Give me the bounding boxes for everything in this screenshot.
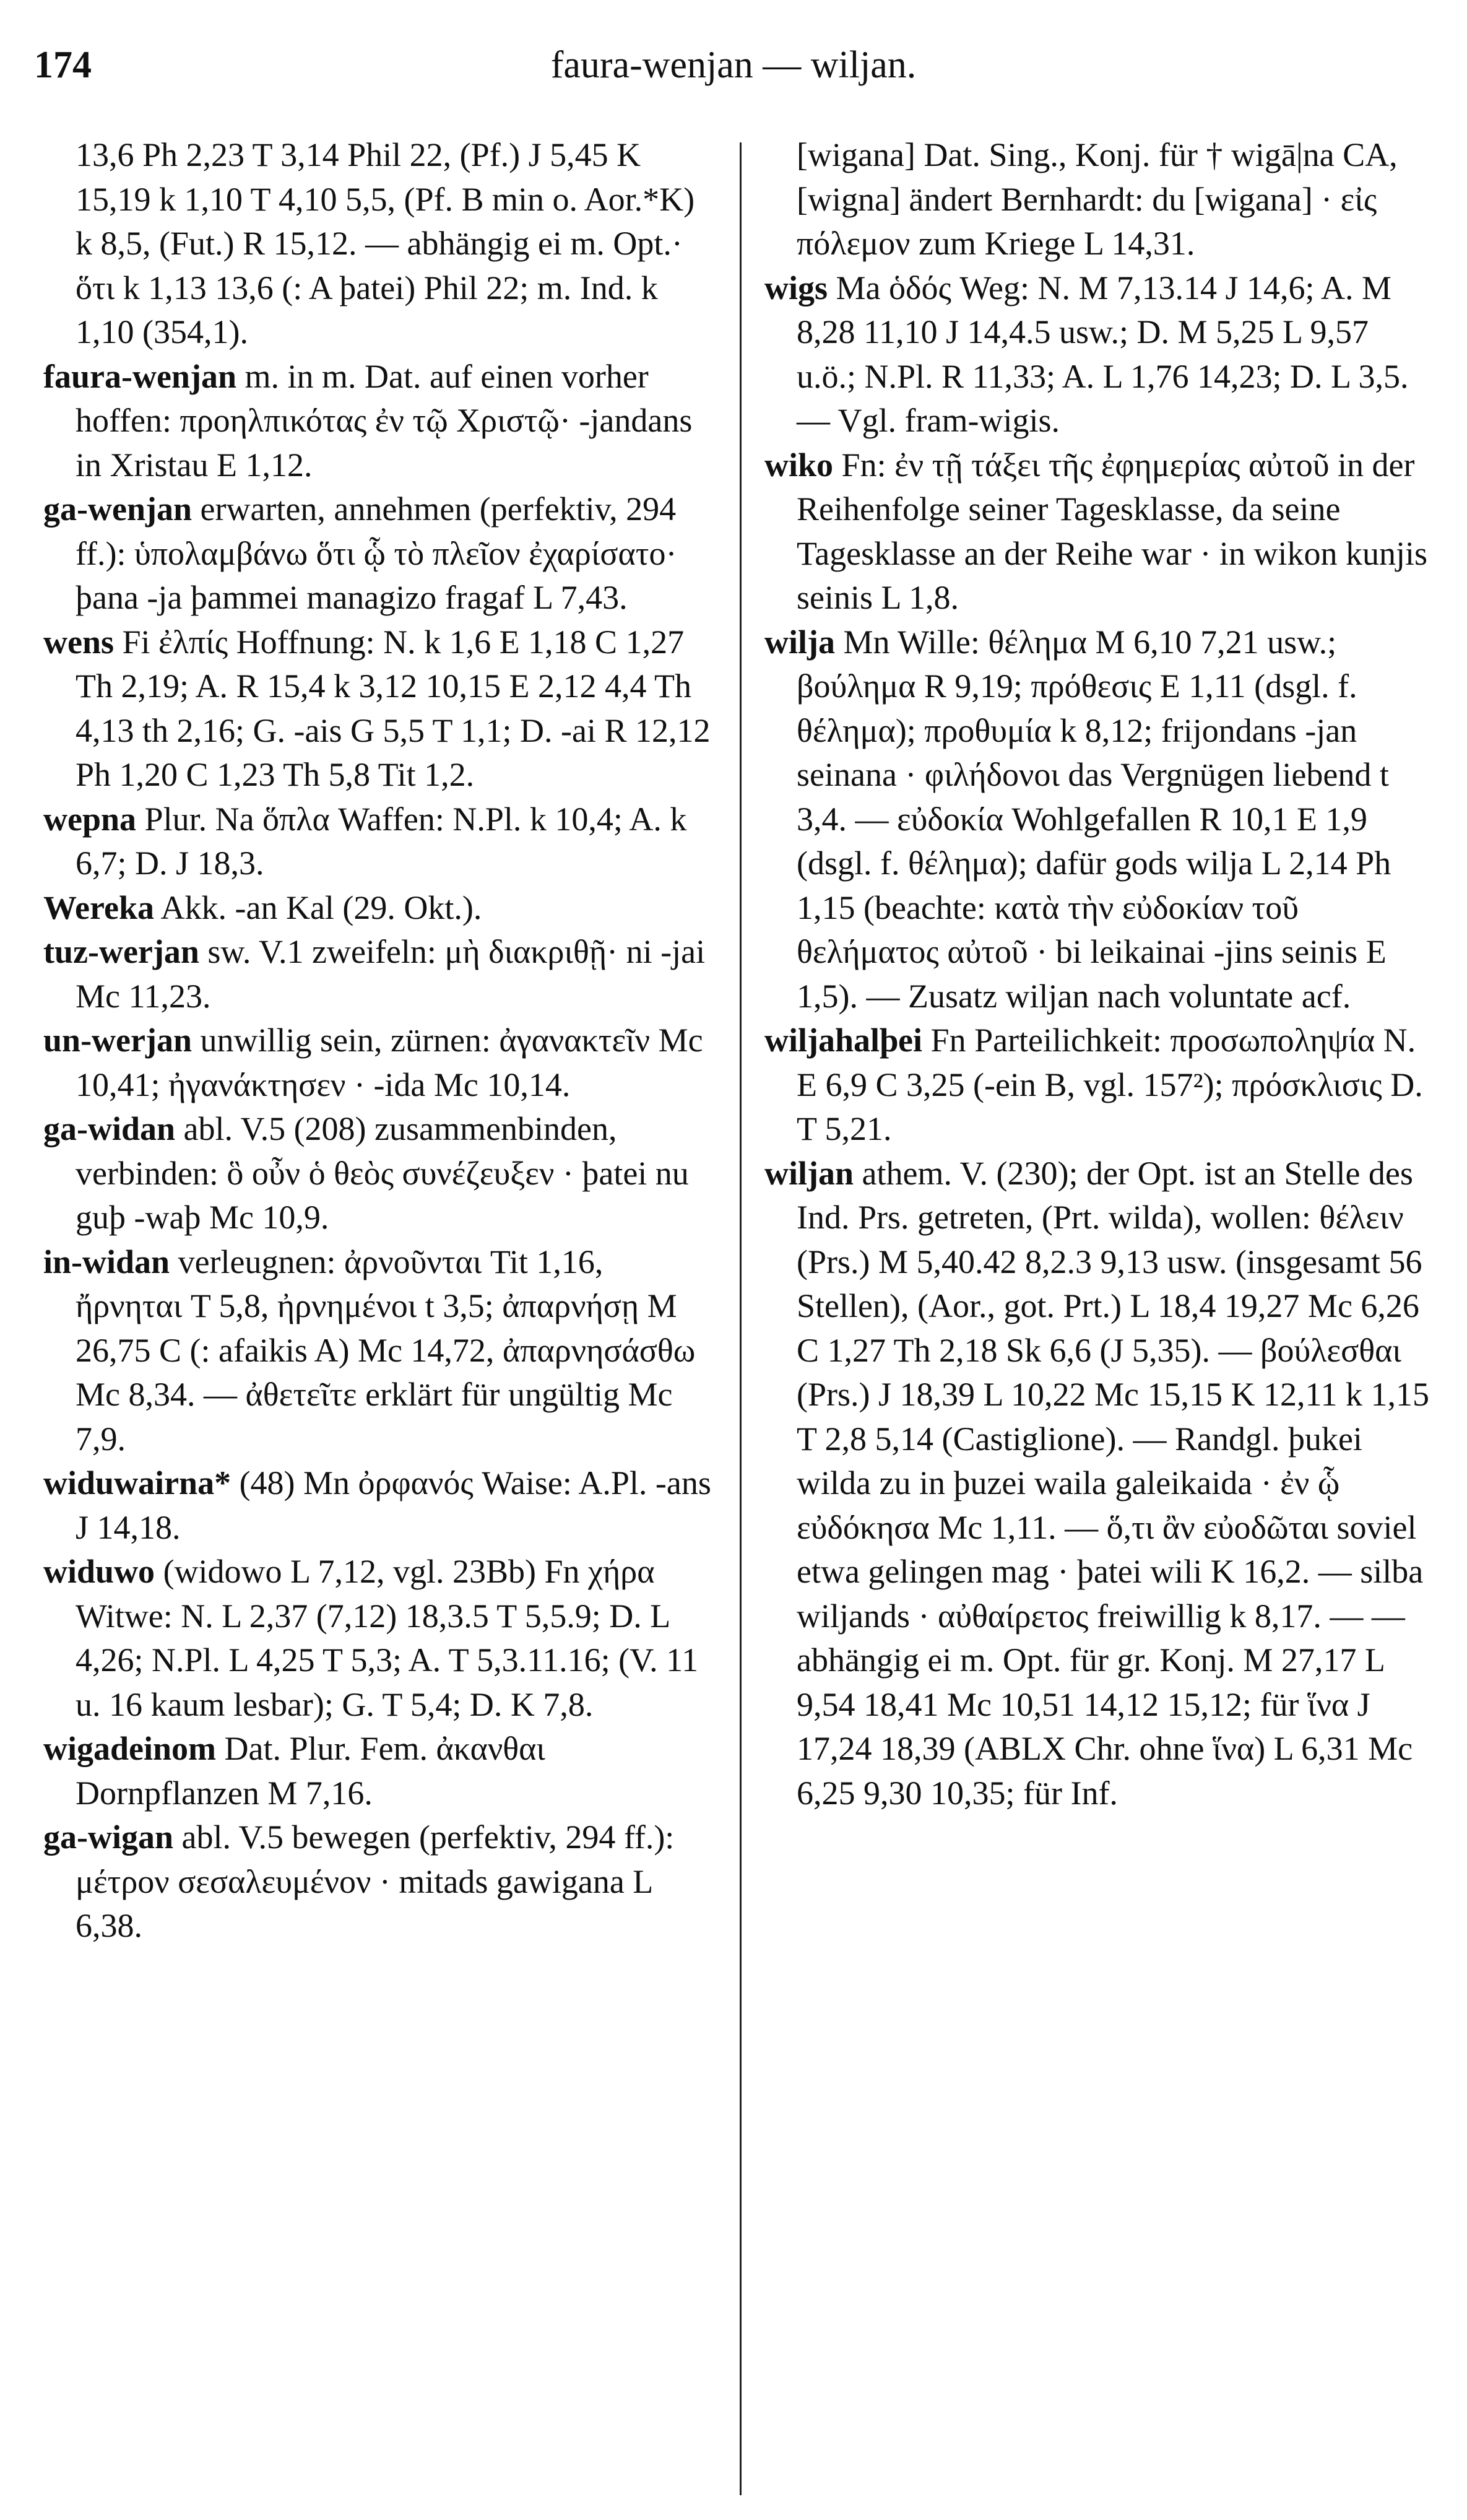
entry [43, 1727, 712, 1815]
entry [764, 1019, 1433, 1152]
headword: ga-widan [43, 1110, 176, 1147]
entry-text: Plur. Na ὅπλα Waffen: N.Pl. k 10,4; A. k 6,7; D. J 18,3. [76, 800, 687, 882]
left-column [43, 133, 712, 2511]
headword: wiljahalþei [764, 1022, 923, 1059]
entry-text: abl. V.5 (208) zusammenbinden, verbinden: ὃ οὖν ὁ θεὸς συνέζευξεν · þatei nu guþ -waþ Mc 10,9. [76, 1110, 689, 1236]
headword: Wereka [43, 889, 154, 926]
entry-text: Ma ὁδός Weg: N. M 7,13.14 J 14,6; A. M 8,28 11,10 J 14,4.5 usw.; D. M 5,25 L 9,57 u.ö.; N.Pl. R 11,33; A. L 1,76 14,23; D. L 3,5. — Vgl. fram-wigis. [797, 269, 1409, 439]
right-column [764, 133, 1433, 2511]
entry-text: unwillig sein, zürnen: ἀγανακτεῖν Mc 10,41; ἠγανάκτησεν · -ida Mc 10,14. [76, 1022, 703, 1103]
headword: wepna [43, 800, 137, 838]
entry-text: m. in m. Dat. auf einen vorher hoffen: προηλπικότας ἐν τῷ Χριστῷ· -jandans in Xristau E 1,12. [76, 357, 693, 484]
entry-continuation [76, 133, 712, 355]
headword: in-widan [43, 1243, 170, 1280]
headword: ga-wigan [43, 1818, 174, 1856]
entry-text: sw. V.1 zweifeln: μὴ διακριθῇ· ni -jai Mc 11,23. [76, 933, 706, 1015]
entry [43, 1240, 712, 1462]
page-header [0, 43, 1467, 93]
entry [764, 266, 1433, 443]
page-number: 174 [34, 44, 92, 86]
entry-text: athem. V. (230); der Opt. ist an Stelle des Ind. Prs. getreten, (Prt. wilda), wollen: θέλειν (Prs.) M 5,40.42 8,2.3 9,13 usw. (insgesamt 56 Stellen), (Aor., got. Prt.) L 18,4 19,27 Mc 6,26 C 1,27 Th 2,18 Sk 6,6 (J 5,35). — βούλεσθαι (Prs.) J 18,39 L 10,22 Mc 15,15 K 12,11 k 1,15 T 2,8 5,14 (Castiglione). — Randgl. þukei wilda zu in þuzei waila galeikaida · ἐν ᾧ εὐδόκησα Mc 1,11. — ὅ,τι ἂν εὐοδῶται soviel etwa gelingen mag · þatei wili K 16,2. — silba wiljands · αὐθαίρετος freiwillig k 8,17. — — abhängig ei m. Opt. für gr. Konj. M 27,17 L 9,54 18,41 Mc 10,51 14,12 15,12; für ἵνα J 17,24 18,39 (ABLX Chr. ohne ἵνα) L 6,31 Mc 6,25 9,30 10,35; für Inf. [797, 1154, 1429, 1812]
headword: wiko [764, 446, 834, 484]
entry-text: [wigana] Dat. Sing., Konj. für † wigā|na CA, [wigna] ändert Bernhardt: du [wigana] · εἰς πόλεμον zum Kriege L 14,31. [797, 136, 1398, 262]
headword: wiljan [764, 1154, 854, 1192]
entry-text: Dat. Plur. Fem. ἀκανθαι Dornpflanzen M 7,16. [76, 1730, 545, 1812]
headword: widuwairna* [43, 1464, 232, 1501]
entry-text: Fn: ἐν τῇ τάξει τῆς ἐφημερίας αὐτοῦ in der Reihenfolge seiner Tagesklasse, da seine Tagesklasse an der Reihe war · in wikon kunjis seinis L 1,8. [797, 446, 1427, 616]
entry-text: (widowo L 7,12, vgl. 23Bb) Fn χήρα Witwe: N. L 2,37 (7,12) 18,3.5 T 5,5.9; D. L 4,26; N.Pl. L 4,25 T 5,3; A. T 5,3.11.16; (V. 11 u. 16 kaum lesbar); G. T 5,4; D. K 7,8. [76, 1553, 699, 1723]
headword: wigadeinom [43, 1730, 217, 1767]
entry [43, 620, 712, 797]
entry [764, 443, 1433, 620]
entry [764, 1152, 1433, 1816]
entry-continuation [797, 133, 1433, 266]
headword: tuz-werjan [43, 933, 199, 970]
entry-text: (48) Mn ὀρφανός Waise: A.Pl. -ans J 14,18. [76, 1464, 711, 1546]
entry-text: 13,6 Ph 2,23 T 3,14 Phil 22, (Pf.) J 5,45 K 15,19 k 1,10 T 4,10 5,5, (Pf. B min o. Aor.*K) k 8,5, (Fut.) R 15,12. — abhängig ei m. Opt.· ὅτι k 1,13 13,6 (: A þatei) Phil 22; m. Ind. k 1,10 (354,1). [76, 136, 695, 350]
headword: faura-wenjan [43, 357, 236, 395]
entry-text: Akk. -an Kal (29. Okt.). [160, 889, 482, 926]
running-head: faura-wenjan — wiljan. [550, 44, 917, 86]
column-divider [740, 142, 742, 2495]
entry [43, 1550, 712, 1727]
entry [43, 886, 712, 931]
entry-text: Mn Wille: θέλημα M 6,10 7,21 usw.; βούλημα R 9,19; πρόθεσις E 1,11 (dsgl. f. θέλημα); προθυμία k 8,12; frijondans -jan seinana · φιλήδονοι das Vergnügen liebend t 3,4. — εὐδοκία Wohlgefallen R 10,1 E 1,9 (dsgl. f. θέλημα); dafür gods wilja L 2,14 Ph 1,15 (beachte: κατὰ τὴν εὐδοκίαν τοῦ θελήματος αὐτοῦ · bi leikainai -jins seinis E 1,5). — Zusatz wiljan nach voluntate acf. [797, 623, 1391, 1015]
entry-text: erwarten, annehmen (perfektiv, 294 ff.): ὑπολαμβάνω ὅτι ᾧ τὸ πλεῖον ἐχαρίσατο· þana -ja þammei managizo fragaf L 7,43. [76, 490, 677, 616]
headword: wens [43, 623, 115, 661]
entry-text: Fn Parteilichkeit: προσωποληψία N. E 6,9 C 3,25 (-ein B, vgl. 157²); πρόσκλισις D. T 5,21. [797, 1022, 1423, 1147]
entry [764, 620, 1433, 1019]
entry [43, 1019, 712, 1107]
headword: widuwo [43, 1553, 155, 1590]
headword: wigs [764, 269, 828, 306]
headword: ga-wenjan [43, 490, 192, 528]
entry [43, 1815, 712, 1949]
entry [43, 487, 712, 620]
entry [43, 930, 712, 1019]
entry [43, 355, 712, 488]
entry-text: abl. V.5 bewegen (perfektiv, 294 ff.): μέτρον σεσαλευμένον · mitads gawigana L 6,38. [76, 1818, 675, 1944]
entry-text: Fi ἐλπίς Hoffnung: N. k 1,6 E 1,18 C 1,27 Th 2,19; A. R 15,4 k 3,12 10,15 E 2,12 4,4 Th 4,13 th 2,16; G. -ais G 5,5 T 1,1; D. -ai R 12,12 Ph 1,20 C 1,23 Th 5,8 Tit 1,2. [76, 623, 711, 793]
entry [43, 1107, 712, 1240]
entry [43, 797, 712, 886]
entry-text: verleugnen: ἀρνοῦνται Tit 1,16, ἤρνηται T 5,8, ἠρνημένοι t 3,5; ἀπαρνήσῃ M 26,75 C (: afaikis A) Mc 14,72, ἀπαρνησάσθω Mc 8,34. — ἀθετεῖτε erklärt für ungültig Mc 7,9. [76, 1243, 696, 1458]
entry [43, 1461, 712, 1550]
headword: un-werjan [43, 1022, 192, 1059]
headword: wilja [764, 623, 835, 661]
